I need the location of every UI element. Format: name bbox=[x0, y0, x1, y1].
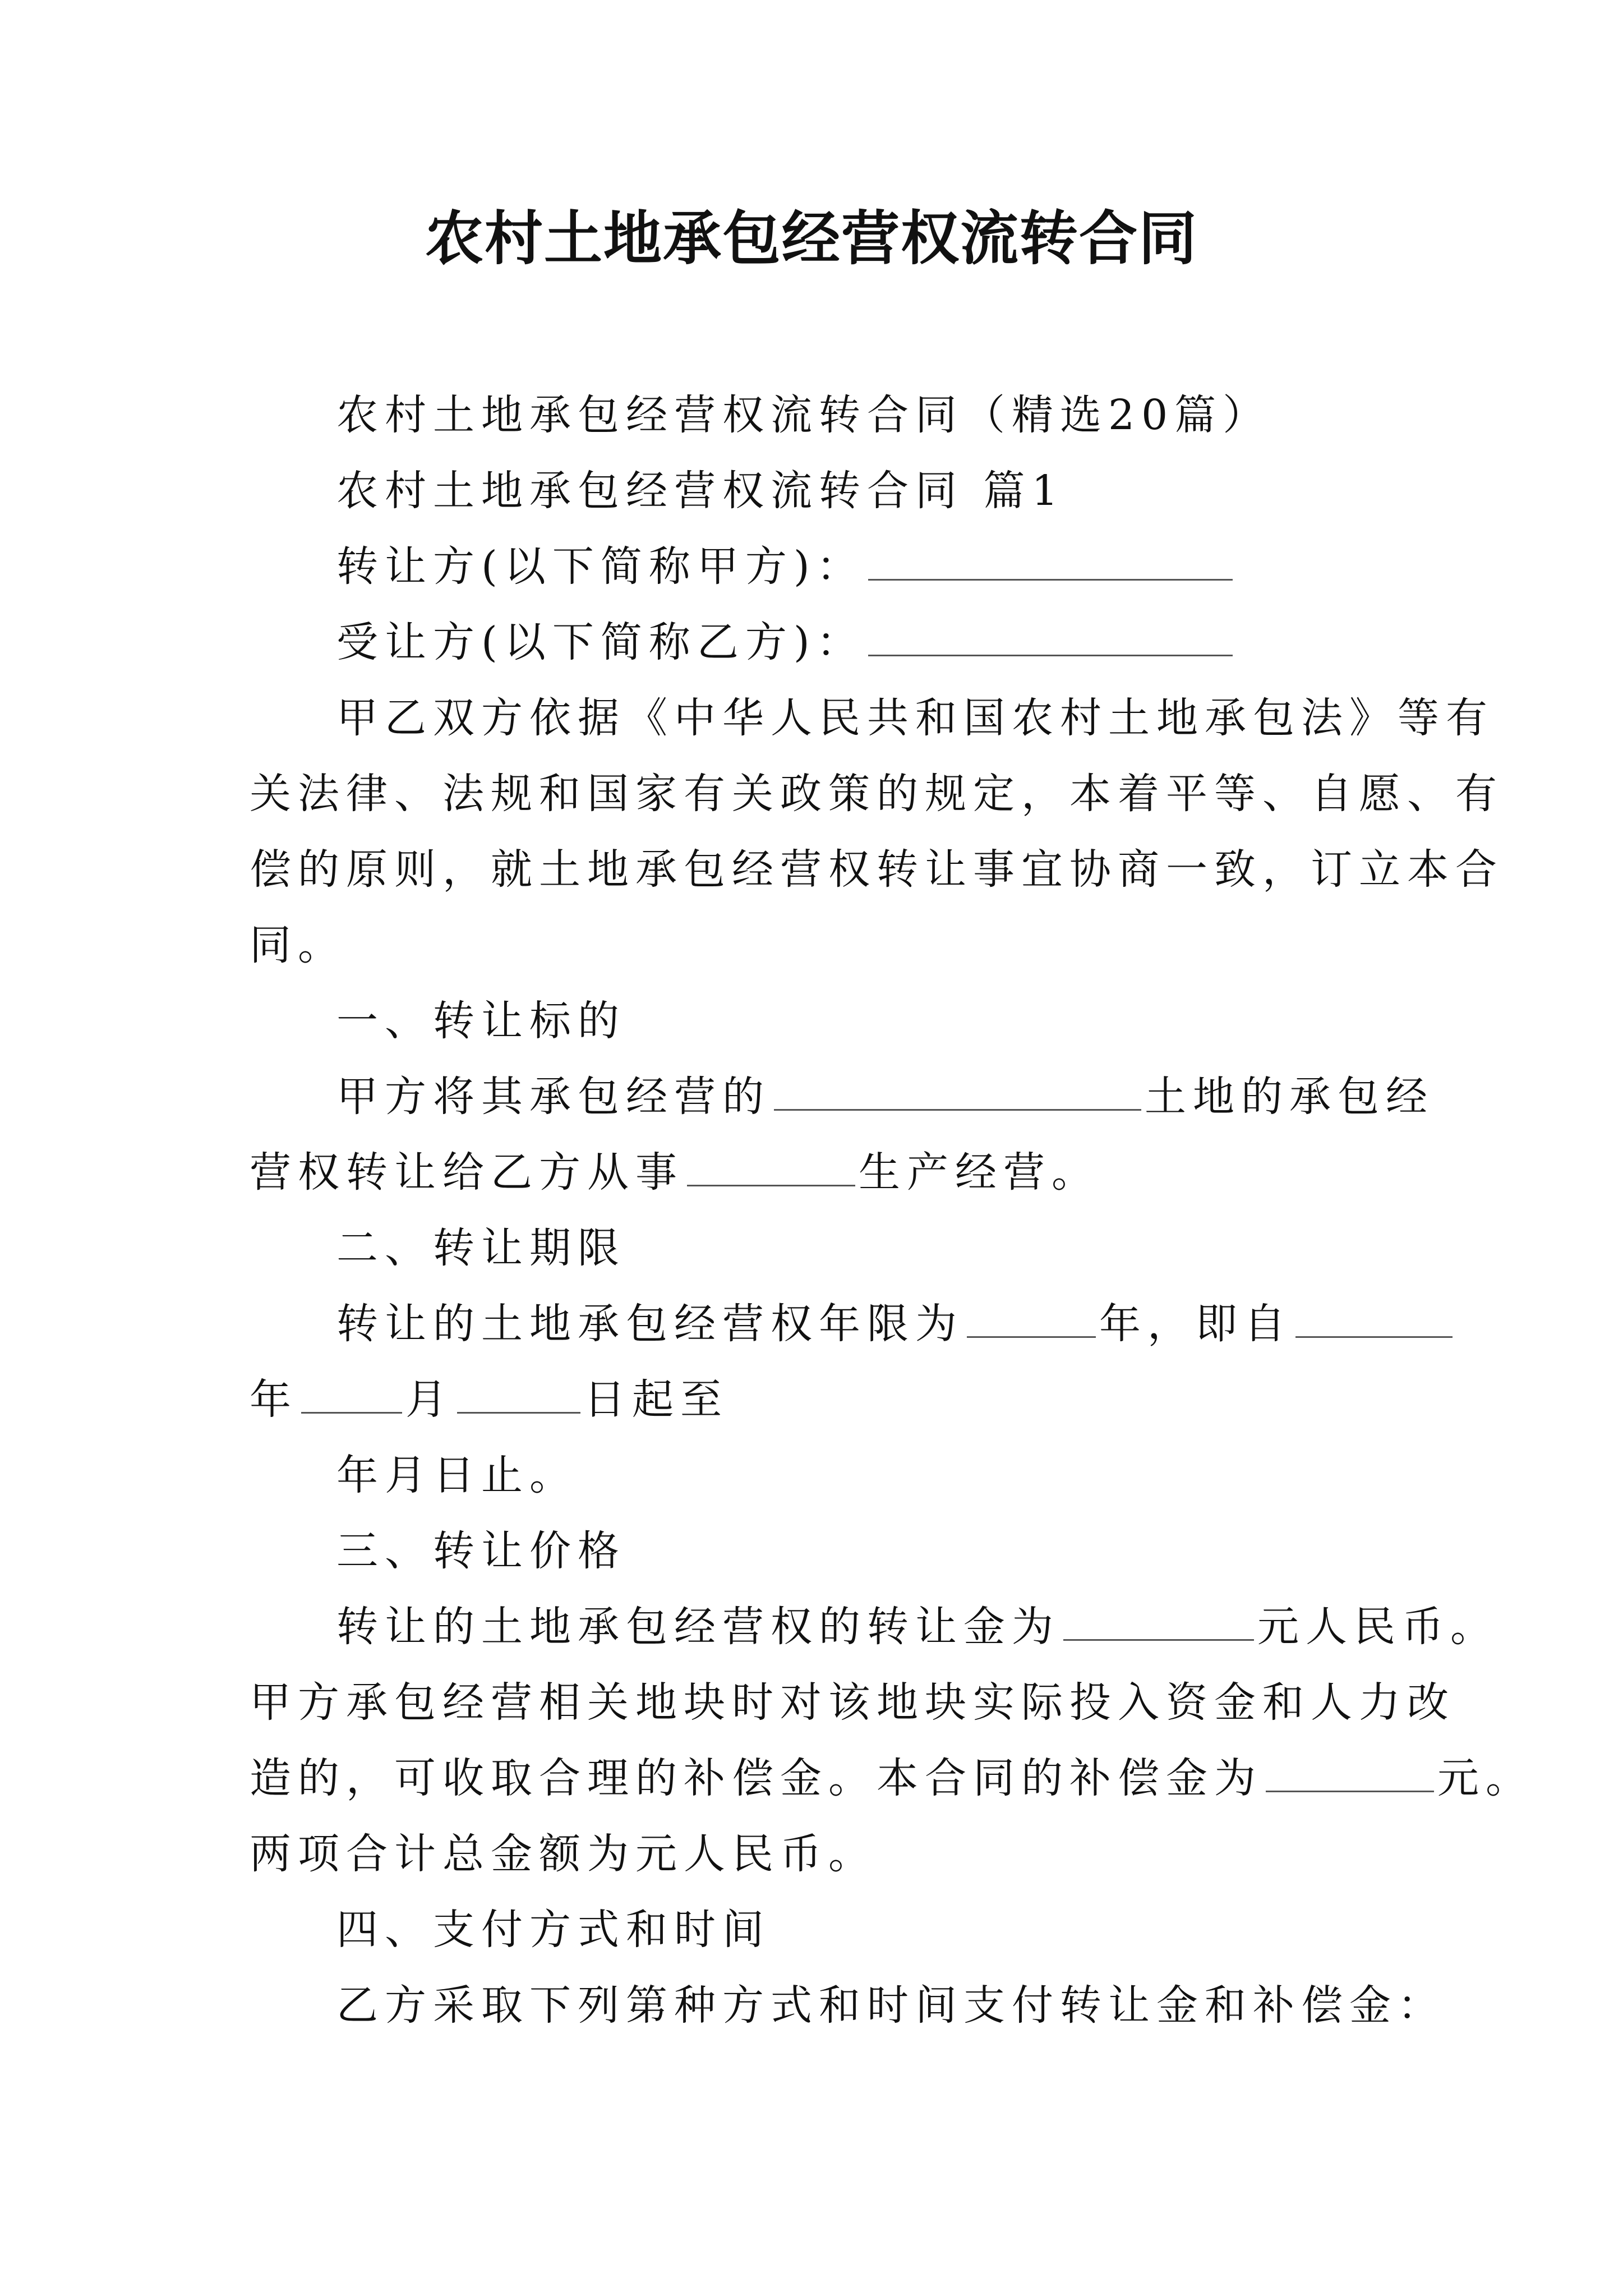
document-title: 农村土地承包经营权流转合同 bbox=[425, 204, 1198, 273]
clause-text: 土地的承包经 bbox=[1145, 1073, 1434, 1121]
body-paragraph-line bbox=[250, 766, 1504, 822]
body-paragraph-line bbox=[336, 690, 1494, 746]
land-blank bbox=[774, 1070, 1141, 1111]
clause-heading-text: 一、转让标的 bbox=[336, 997, 626, 1045]
clause-line bbox=[336, 1447, 578, 1503]
body-paragraph-line bbox=[250, 917, 346, 973]
clause-text: 月 bbox=[405, 1375, 454, 1424]
body-text: 偿的原则，就土地承包经营权转让事宜协商一致，订立本合 bbox=[250, 845, 1504, 894]
clause-text: 两项合计总金额为元人民币。 bbox=[250, 1830, 877, 1878]
clause-line bbox=[336, 1069, 1434, 1125]
clause-line bbox=[250, 1372, 728, 1428]
start-day-blank bbox=[457, 1373, 580, 1414]
section-heading-line bbox=[336, 463, 1065, 519]
clause-text: 营权转让给乙方从事 bbox=[250, 1148, 684, 1197]
clause-heading-3 bbox=[336, 1523, 626, 1579]
clause-text: 乙方采取下列第种方式和时间支付转让金和补偿金： bbox=[336, 1981, 1446, 2030]
clause-heading-text: 二、转让期限 bbox=[336, 1224, 626, 1272]
clause-text: 甲方将其承包经营的 bbox=[336, 1073, 771, 1121]
clause-heading-1 bbox=[336, 993, 626, 1049]
subtitle-text: 农村土地承包经营权流转合同（精选20篇） bbox=[336, 391, 1271, 439]
clause-text: 甲方承包经营相关地块时对该地块实际投入资金和人力改 bbox=[250, 1678, 1455, 1727]
subtitle-line bbox=[336, 387, 1271, 443]
transferee-blank bbox=[868, 615, 1233, 656]
clause-text: 年 bbox=[250, 1375, 298, 1424]
transferee-line bbox=[336, 614, 1236, 670]
transferor-blank bbox=[868, 540, 1233, 581]
transferor-label: 转让方(以下简称甲方)： bbox=[336, 542, 865, 591]
body-paragraph-line bbox=[250, 841, 1504, 898]
clause-heading-text: 四、支付方式和时间 bbox=[336, 1906, 771, 1954]
clause-line bbox=[250, 1144, 1100, 1200]
clause-text: 造的，可收取合理的补偿金。本合同的补偿金为 bbox=[250, 1754, 1262, 1802]
clause-text: 日起至 bbox=[584, 1375, 728, 1424]
clause-heading-text: 三、转让价格 bbox=[336, 1527, 626, 1575]
transferee-label: 受让方(以下简称乙方)： bbox=[336, 618, 865, 666]
clause-text: 年月日止。 bbox=[336, 1451, 578, 1499]
clause-line bbox=[336, 1599, 1498, 1655]
years-blank bbox=[967, 1297, 1096, 1338]
clause-heading-4 bbox=[336, 1902, 771, 1958]
clause-text: 元。 bbox=[1437, 1754, 1534, 1802]
clause-line bbox=[250, 1826, 877, 1882]
clause-text: 转让的土地承包经营权年限为 bbox=[336, 1300, 963, 1348]
compensation-blank bbox=[1266, 1751, 1434, 1792]
body-text: 同。 bbox=[250, 921, 346, 969]
transferor-line bbox=[336, 539, 1236, 595]
clause-line bbox=[250, 1750, 1534, 1806]
start-month-blank bbox=[301, 1373, 402, 1414]
body-text: 甲乙双方依据《中华人民共和国农村土地承包法》等有 bbox=[336, 694, 1494, 742]
start-year-blank bbox=[1295, 1297, 1453, 1338]
usage-blank bbox=[687, 1145, 855, 1186]
clause-line bbox=[250, 1674, 1455, 1731]
body-text: 关法律、法规和国家有关政策的规定，本着平等、自愿、有 bbox=[250, 770, 1504, 818]
clause-line bbox=[336, 1977, 1446, 2033]
clause-text: 生产经营。 bbox=[859, 1148, 1100, 1197]
clause-line bbox=[336, 1296, 1456, 1352]
clause-text: 元人民币。 bbox=[1257, 1603, 1498, 1651]
clause-text: 年，即自 bbox=[1099, 1300, 1292, 1348]
clause-text: 转让的土地承包经营权的转让金为 bbox=[336, 1603, 1060, 1651]
price-blank bbox=[1063, 1600, 1254, 1641]
clause-heading-2 bbox=[336, 1220, 626, 1276]
section-heading-text: 农村土地承包经营权流转合同 篇1 bbox=[336, 467, 1065, 515]
